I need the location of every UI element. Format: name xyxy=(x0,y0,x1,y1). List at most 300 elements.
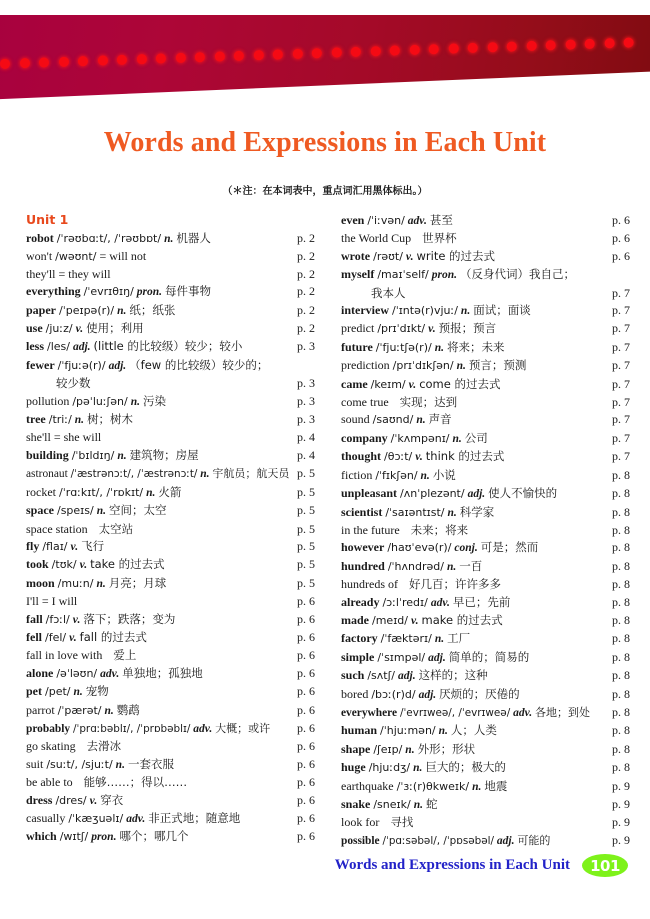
headword: use xyxy=(26,321,43,336)
word-entry-text xyxy=(341,302,612,320)
page-reference: p. 8 xyxy=(612,668,630,683)
banner-dot xyxy=(39,57,49,67)
headword: alone xyxy=(26,665,54,680)
word-entry xyxy=(26,320,331,338)
headword: won't xyxy=(26,249,53,264)
word-entry-text xyxy=(341,649,612,667)
phonetic-transcription: /prɪˈdɪkʃən/ xyxy=(392,359,454,373)
headword: probably xyxy=(26,722,71,735)
definition: 使用；利用 xyxy=(86,321,144,336)
word-entry-text xyxy=(341,411,612,429)
part-of-speech: v. xyxy=(410,614,419,627)
part-of-speech: n. xyxy=(117,449,127,462)
word-list-columns xyxy=(0,212,650,850)
headword: already xyxy=(341,594,380,609)
phonetic-transcription: /prɪˈdɪkt/ xyxy=(377,322,426,336)
page-reference: p. 6 xyxy=(612,231,630,246)
page-reference: p. 7 xyxy=(612,412,630,427)
definition: 空间；太空 xyxy=(109,503,167,518)
phonetic-transcription: /sʌtʃ/ xyxy=(367,669,396,683)
definition: = she will xyxy=(53,430,102,445)
phonetic-transcription: /ˈfjuːə(r)/ xyxy=(57,358,106,372)
word-entry xyxy=(26,465,331,483)
definition: 建筑物；房屋 xyxy=(129,447,199,462)
headword: I'll xyxy=(26,594,39,609)
headword: they'll xyxy=(26,266,56,281)
definition: 太空站 xyxy=(98,521,134,536)
word-entry-text xyxy=(26,465,297,483)
word-entry xyxy=(341,448,646,466)
word-entry xyxy=(341,686,646,704)
page-note: （＊注：在本词表中，重点词汇用黑体标出。） xyxy=(222,186,428,197)
word-entry-text xyxy=(26,357,297,375)
word-entry xyxy=(26,266,331,283)
phonetic-transcription: /ˈfjuːtʃə(r)/ xyxy=(375,340,432,354)
word-entry-text xyxy=(341,212,612,230)
phonetic-transcription: /pəˈluːʃən/ xyxy=(72,394,128,408)
part-of-speech: n. xyxy=(434,341,444,354)
banner-dot xyxy=(0,59,10,69)
word-entry xyxy=(341,411,646,429)
phonetic-transcription: /θɔːt/ xyxy=(384,450,413,464)
banner-dot xyxy=(409,45,419,55)
part-of-speech: pron. xyxy=(431,269,457,282)
word-entry xyxy=(26,502,331,520)
word-entry xyxy=(26,230,331,248)
phonetic-transcription: /fel/ xyxy=(45,630,67,644)
part-of-speech: n. xyxy=(413,762,423,775)
phonetic-transcription: /ˈsaɪəntɪst/ xyxy=(385,505,445,519)
banner-dot xyxy=(19,58,29,68)
headword: myself xyxy=(341,267,375,282)
word-list-right-column xyxy=(341,212,646,850)
part-of-speech: n. xyxy=(416,414,426,427)
headword: factory xyxy=(341,631,378,646)
page-reference: p. 3 xyxy=(297,339,315,354)
definition: (little 的比较级）较少；较小 xyxy=(93,339,243,354)
part-of-speech: adv. xyxy=(513,706,533,719)
definition: fall 的过去式 xyxy=(79,629,147,644)
page-reference: p. 8 xyxy=(612,723,630,738)
banner-dot xyxy=(429,44,439,54)
phonetic-transcription: /ˈpɑːsəbəl/, /ˈpɒsəbəl/ xyxy=(382,834,495,847)
phonetic-transcription: /ʃeɪp/ xyxy=(373,742,403,756)
word-entry xyxy=(341,649,646,667)
word-entry xyxy=(26,357,331,375)
definition: 世界杯 xyxy=(422,231,457,246)
definition: think 的过去式 xyxy=(425,449,505,464)
page-reference: p. 5 xyxy=(297,484,315,499)
phonetic-transcription: /ˈhʌndrəd/ xyxy=(387,559,444,573)
page-reference: p. 7 xyxy=(612,376,630,391)
part-of-speech: n. xyxy=(74,414,85,427)
word-entry xyxy=(26,393,331,411)
banner-dot xyxy=(604,38,614,48)
part-of-speech: adv. xyxy=(407,215,427,227)
headword: possible xyxy=(341,834,380,847)
word-entry-text xyxy=(341,558,612,576)
word-entry xyxy=(26,810,331,828)
part-of-speech: n. xyxy=(413,799,423,811)
phonetic-transcription: /muːn/ xyxy=(57,576,94,590)
phonetic-transcription: /ˈsɪmpəl/ xyxy=(377,650,426,664)
headword: sound xyxy=(341,412,370,427)
part-of-speech: n. xyxy=(472,780,482,793)
part-of-speech: v. xyxy=(405,250,414,263)
definition: （反身代词）我自己； xyxy=(460,267,575,282)
word-entry-text xyxy=(341,248,612,266)
definition: 预报；预言 xyxy=(438,321,497,336)
page-reference: p. 8 xyxy=(612,741,630,756)
word-entry xyxy=(341,522,646,539)
part-of-speech: n. xyxy=(420,469,430,482)
banner-dot xyxy=(175,53,185,63)
word-entry xyxy=(341,759,646,777)
page-reference: p. 7 xyxy=(612,321,630,336)
word-entry-text xyxy=(341,832,612,850)
page-reference: p. 7 xyxy=(612,449,630,464)
word-entry xyxy=(26,338,331,356)
banner-dot xyxy=(234,51,244,61)
banner-dot xyxy=(58,57,68,67)
definition: 工厂 xyxy=(447,631,471,646)
banner-dot xyxy=(312,48,322,58)
headword: the World Cup xyxy=(341,231,412,246)
word-entry xyxy=(341,576,646,593)
word-entry xyxy=(26,556,331,574)
part-of-speech: n. xyxy=(446,560,457,573)
part-of-speech: n. xyxy=(456,360,466,373)
word-entry xyxy=(341,778,646,796)
word-entry xyxy=(341,376,646,394)
definition: 鹦鹉 xyxy=(116,702,140,717)
word-entry xyxy=(341,539,646,557)
headword: fiction xyxy=(341,467,373,482)
definition: take 的过去式 xyxy=(90,557,165,572)
part-of-speech: v. xyxy=(79,559,88,572)
part-of-speech: adv. xyxy=(193,722,213,735)
definition: 公司 xyxy=(464,430,488,445)
part-of-speech: n. xyxy=(438,725,448,738)
definition: 可能的 xyxy=(517,833,551,847)
headword: took xyxy=(26,557,49,572)
word-entry-text xyxy=(26,683,297,701)
definition: 甚至 xyxy=(429,213,453,227)
word-entry-text xyxy=(341,796,612,814)
word-entry-text xyxy=(26,828,297,846)
phonetic-transcription: /ˈevrɪweə/, /ˈevrɪweə/ xyxy=(399,706,511,719)
definition: write 的过去式 xyxy=(416,248,496,263)
headword: huge xyxy=(341,760,366,775)
word-entry xyxy=(341,814,646,831)
word-entry xyxy=(26,302,331,320)
page-reference: p. 2 xyxy=(297,249,315,264)
part-of-speech: conj. xyxy=(454,542,478,555)
phonetic-transcription: /keɪm/ xyxy=(370,377,406,391)
word-entry xyxy=(341,630,646,648)
page-reference: p. 8 xyxy=(612,486,630,501)
part-of-speech: n. xyxy=(164,233,174,245)
page-reference: p. 7 xyxy=(612,395,630,410)
page-reference: p. 8 xyxy=(612,612,630,627)
definition: 将来；未来 xyxy=(447,339,505,354)
page-reference: p. 8 xyxy=(612,577,630,592)
headword: space station xyxy=(26,521,88,536)
definition: 落下；跌落；变为 xyxy=(83,611,176,626)
part-of-speech: adv. xyxy=(126,813,146,825)
headword: simple xyxy=(341,649,375,664)
headword: which xyxy=(26,829,57,844)
phonetic-transcription: /ˈpærət/ xyxy=(57,703,102,717)
word-entry xyxy=(341,704,646,722)
word-entry xyxy=(26,375,331,392)
phonetic-transcription: /ˈhjuːmən/ xyxy=(380,724,436,738)
part-of-speech: n. xyxy=(447,506,457,519)
word-entry-text xyxy=(26,484,297,502)
phonetic-transcription: /əˈləʊn/ xyxy=(56,666,98,680)
definition: 机器人 xyxy=(176,231,211,245)
word-entry xyxy=(341,212,646,230)
word-entry xyxy=(26,629,331,647)
definition: 爱上 xyxy=(113,648,137,663)
word-entry-text xyxy=(341,576,612,593)
word-entry xyxy=(341,612,646,630)
part-of-speech: n. xyxy=(104,704,114,717)
word-entry xyxy=(341,248,646,266)
phonetic-transcription: /maɪˈself/ xyxy=(377,268,429,282)
word-entry-text xyxy=(26,665,297,683)
word-entry-text xyxy=(26,702,297,720)
word-entry-text xyxy=(341,394,612,411)
word-entry-text xyxy=(26,375,297,392)
word-entry xyxy=(341,357,646,375)
page-reference: p. 8 xyxy=(612,760,630,775)
headword: earthquake xyxy=(341,778,394,793)
banner-dot xyxy=(253,50,263,60)
word-entry-text xyxy=(341,594,612,612)
definition: 去滑冰 xyxy=(86,739,122,754)
page-reference: p. 6 xyxy=(612,213,630,227)
page-reference: p. 6 xyxy=(297,684,315,699)
part-of-speech: adv. xyxy=(100,667,120,680)
definition: 能够……；得以…… xyxy=(83,775,188,790)
definition: 外形；形状 xyxy=(417,741,476,756)
headword: look for xyxy=(341,815,380,830)
word-entry-text xyxy=(26,230,297,248)
phonetic-transcription: /ˈæstrənɔːt/, /ˈæstrənɔːt/ xyxy=(70,468,198,481)
page-reference: p. 2 xyxy=(297,302,315,317)
phonetic-transcription: /tʊk/ xyxy=(51,558,77,572)
phonetic-transcription: /ˈkæʒuəlɪ/ xyxy=(68,812,124,825)
headword: pet xyxy=(26,684,42,699)
headword: future xyxy=(341,339,373,354)
word-entry xyxy=(341,594,646,612)
headword: fell xyxy=(26,629,42,644)
headword: human xyxy=(341,723,378,738)
definition: 使人不愉快的 xyxy=(488,486,558,501)
definition: 一套衣服 xyxy=(127,756,174,771)
page-reference: p. 9 xyxy=(612,815,630,830)
headword: hundred xyxy=(341,558,385,573)
page-reference: p. 7 xyxy=(612,285,630,300)
page-reference: p. 2 xyxy=(297,266,315,281)
word-entry-text xyxy=(26,556,297,574)
word-entry-text xyxy=(341,467,612,485)
definition: 宠物 xyxy=(85,684,109,699)
headword: astronaut xyxy=(26,468,68,481)
word-entry xyxy=(26,828,331,846)
definition: 单独地；孤独地 xyxy=(122,665,203,680)
headword: made xyxy=(341,612,369,627)
definition: 我本人 xyxy=(371,285,406,300)
word-entry-text xyxy=(341,778,612,796)
part-of-speech: adj. xyxy=(72,341,91,354)
word-entry-text xyxy=(26,266,297,283)
page-reference: p. 9 xyxy=(612,797,630,811)
page-reference: p. 6 xyxy=(612,248,630,263)
page-reference: p. 4 xyxy=(297,447,315,462)
headword: robot xyxy=(26,231,54,245)
headword: suit xyxy=(26,756,44,771)
phonetic-transcription: /meɪd/ xyxy=(372,613,408,627)
word-entry xyxy=(26,575,331,593)
part-of-speech: n. xyxy=(200,468,210,481)
phonetic-transcription: /ʌnˈplezənt/ xyxy=(400,487,465,501)
word-entry xyxy=(341,339,646,357)
phonetic-transcription: /speɪs/ xyxy=(57,504,94,518)
page-reference: p. 8 xyxy=(612,704,630,719)
banner-dot xyxy=(584,39,594,49)
phonetic-transcription: /sneɪk/ xyxy=(373,798,411,811)
part-of-speech: v. xyxy=(415,451,423,464)
word-entry xyxy=(26,738,331,755)
page-reference: p. 8 xyxy=(612,504,630,519)
definition: 非正式地；随意地 xyxy=(148,811,241,825)
word-entry xyxy=(341,504,646,522)
definition: 早已；先前 xyxy=(452,594,511,609)
headword: company xyxy=(341,430,388,445)
word-entry xyxy=(341,741,646,759)
page-reference: p. 6 xyxy=(297,775,315,790)
phonetic-transcription: /les/ xyxy=(47,340,70,354)
banner-dot xyxy=(97,55,107,65)
page-reference: p. 7 xyxy=(612,339,630,354)
banner-dot xyxy=(273,49,283,59)
part-of-speech: v. xyxy=(69,631,77,644)
definition: 大概；或许 xyxy=(215,721,271,735)
definition: 预言；预测 xyxy=(468,358,527,373)
page-reference: p. 7 xyxy=(612,303,630,318)
word-entry xyxy=(26,647,331,664)
phonetic-transcription: /saʊnd/ xyxy=(372,413,414,427)
headword: prediction xyxy=(341,358,390,373)
part-of-speech: adj. xyxy=(428,651,446,664)
part-of-speech: adj. xyxy=(398,670,416,683)
word-entry xyxy=(26,702,331,720)
word-entry xyxy=(341,467,646,485)
phonetic-transcription: /pet/ xyxy=(45,685,71,699)
word-entry xyxy=(341,558,646,576)
definition: 这样的；这种 xyxy=(418,668,488,683)
word-entry xyxy=(26,447,331,465)
phonetic-transcription: /ˈpeɪpə(r)/ xyxy=(59,303,115,317)
banner-dot xyxy=(156,53,166,63)
page-reference: p. 6 xyxy=(297,829,315,844)
part-of-speech: adv. xyxy=(430,596,450,609)
word-entry-text xyxy=(26,810,297,828)
part-of-speech: adj. xyxy=(496,834,515,847)
word-entry-text xyxy=(341,339,612,357)
phonetic-transcription: /ˈbɪldɪŋ/ xyxy=(71,448,115,462)
page-reference: p. 6 xyxy=(297,702,315,717)
part-of-speech: v. xyxy=(72,613,81,626)
word-entry-text xyxy=(26,647,297,664)
page-reference: p. 6 xyxy=(297,720,315,735)
page-reference: p. 9 xyxy=(612,778,630,793)
word-entry-text xyxy=(341,376,612,394)
page-reference: p. 2 xyxy=(297,284,315,299)
page-reference: p. 6 xyxy=(297,629,315,644)
definition: 面试；面谈 xyxy=(473,303,531,318)
word-entry-text xyxy=(26,248,297,265)
banner-dot xyxy=(623,37,633,47)
word-entry xyxy=(26,683,331,701)
word-entry xyxy=(341,302,646,320)
word-entry-text xyxy=(26,338,297,356)
headword: less xyxy=(26,339,44,354)
headword: rocket xyxy=(26,484,56,499)
phonetic-transcription: /ˈevrɪθɪŋ/ xyxy=(83,285,134,299)
headword: tree xyxy=(26,412,46,427)
word-entry-text xyxy=(26,593,297,610)
headword: everything xyxy=(26,284,81,299)
word-entry-text xyxy=(341,630,612,648)
part-of-speech: n. xyxy=(73,686,83,699)
word-entry-text xyxy=(341,285,612,302)
word-entry xyxy=(341,394,646,411)
headword: hundreds of xyxy=(341,577,398,592)
word-entry-text xyxy=(26,521,297,538)
definition: 可是；然而 xyxy=(480,540,539,555)
part-of-speech: n. xyxy=(115,758,125,771)
word-entry-text xyxy=(341,686,612,704)
page-reference: p. 8 xyxy=(612,649,630,664)
page-number-badge: 101 xyxy=(582,854,628,877)
headword: thought xyxy=(341,449,382,464)
definition: 小说 xyxy=(432,467,456,482)
word-entry xyxy=(26,665,331,683)
headword: pollution xyxy=(26,393,70,408)
page-reference: p. 5 xyxy=(297,575,315,590)
definition: 声音 xyxy=(428,412,452,427)
definition: 宇航员；航天员 xyxy=(212,467,290,481)
phonetic-transcription: /ˈiːvən/ xyxy=(367,214,405,227)
headword: building xyxy=(26,447,69,462)
banner-dot xyxy=(136,54,146,64)
part-of-speech: v. xyxy=(75,323,84,336)
phonetic-transcription: /wəʊnt/ xyxy=(55,250,97,264)
word-entry xyxy=(341,796,646,814)
word-entry-text xyxy=(26,611,297,629)
headword: predict xyxy=(341,321,375,336)
word-entry-text xyxy=(26,756,297,774)
part-of-speech: v. xyxy=(408,378,417,391)
word-entry-text xyxy=(26,320,297,338)
headword: fall in love with xyxy=(26,648,103,663)
part-of-speech: n. xyxy=(130,395,140,408)
word-entry-text xyxy=(341,814,612,831)
word-entry-text xyxy=(341,759,612,777)
